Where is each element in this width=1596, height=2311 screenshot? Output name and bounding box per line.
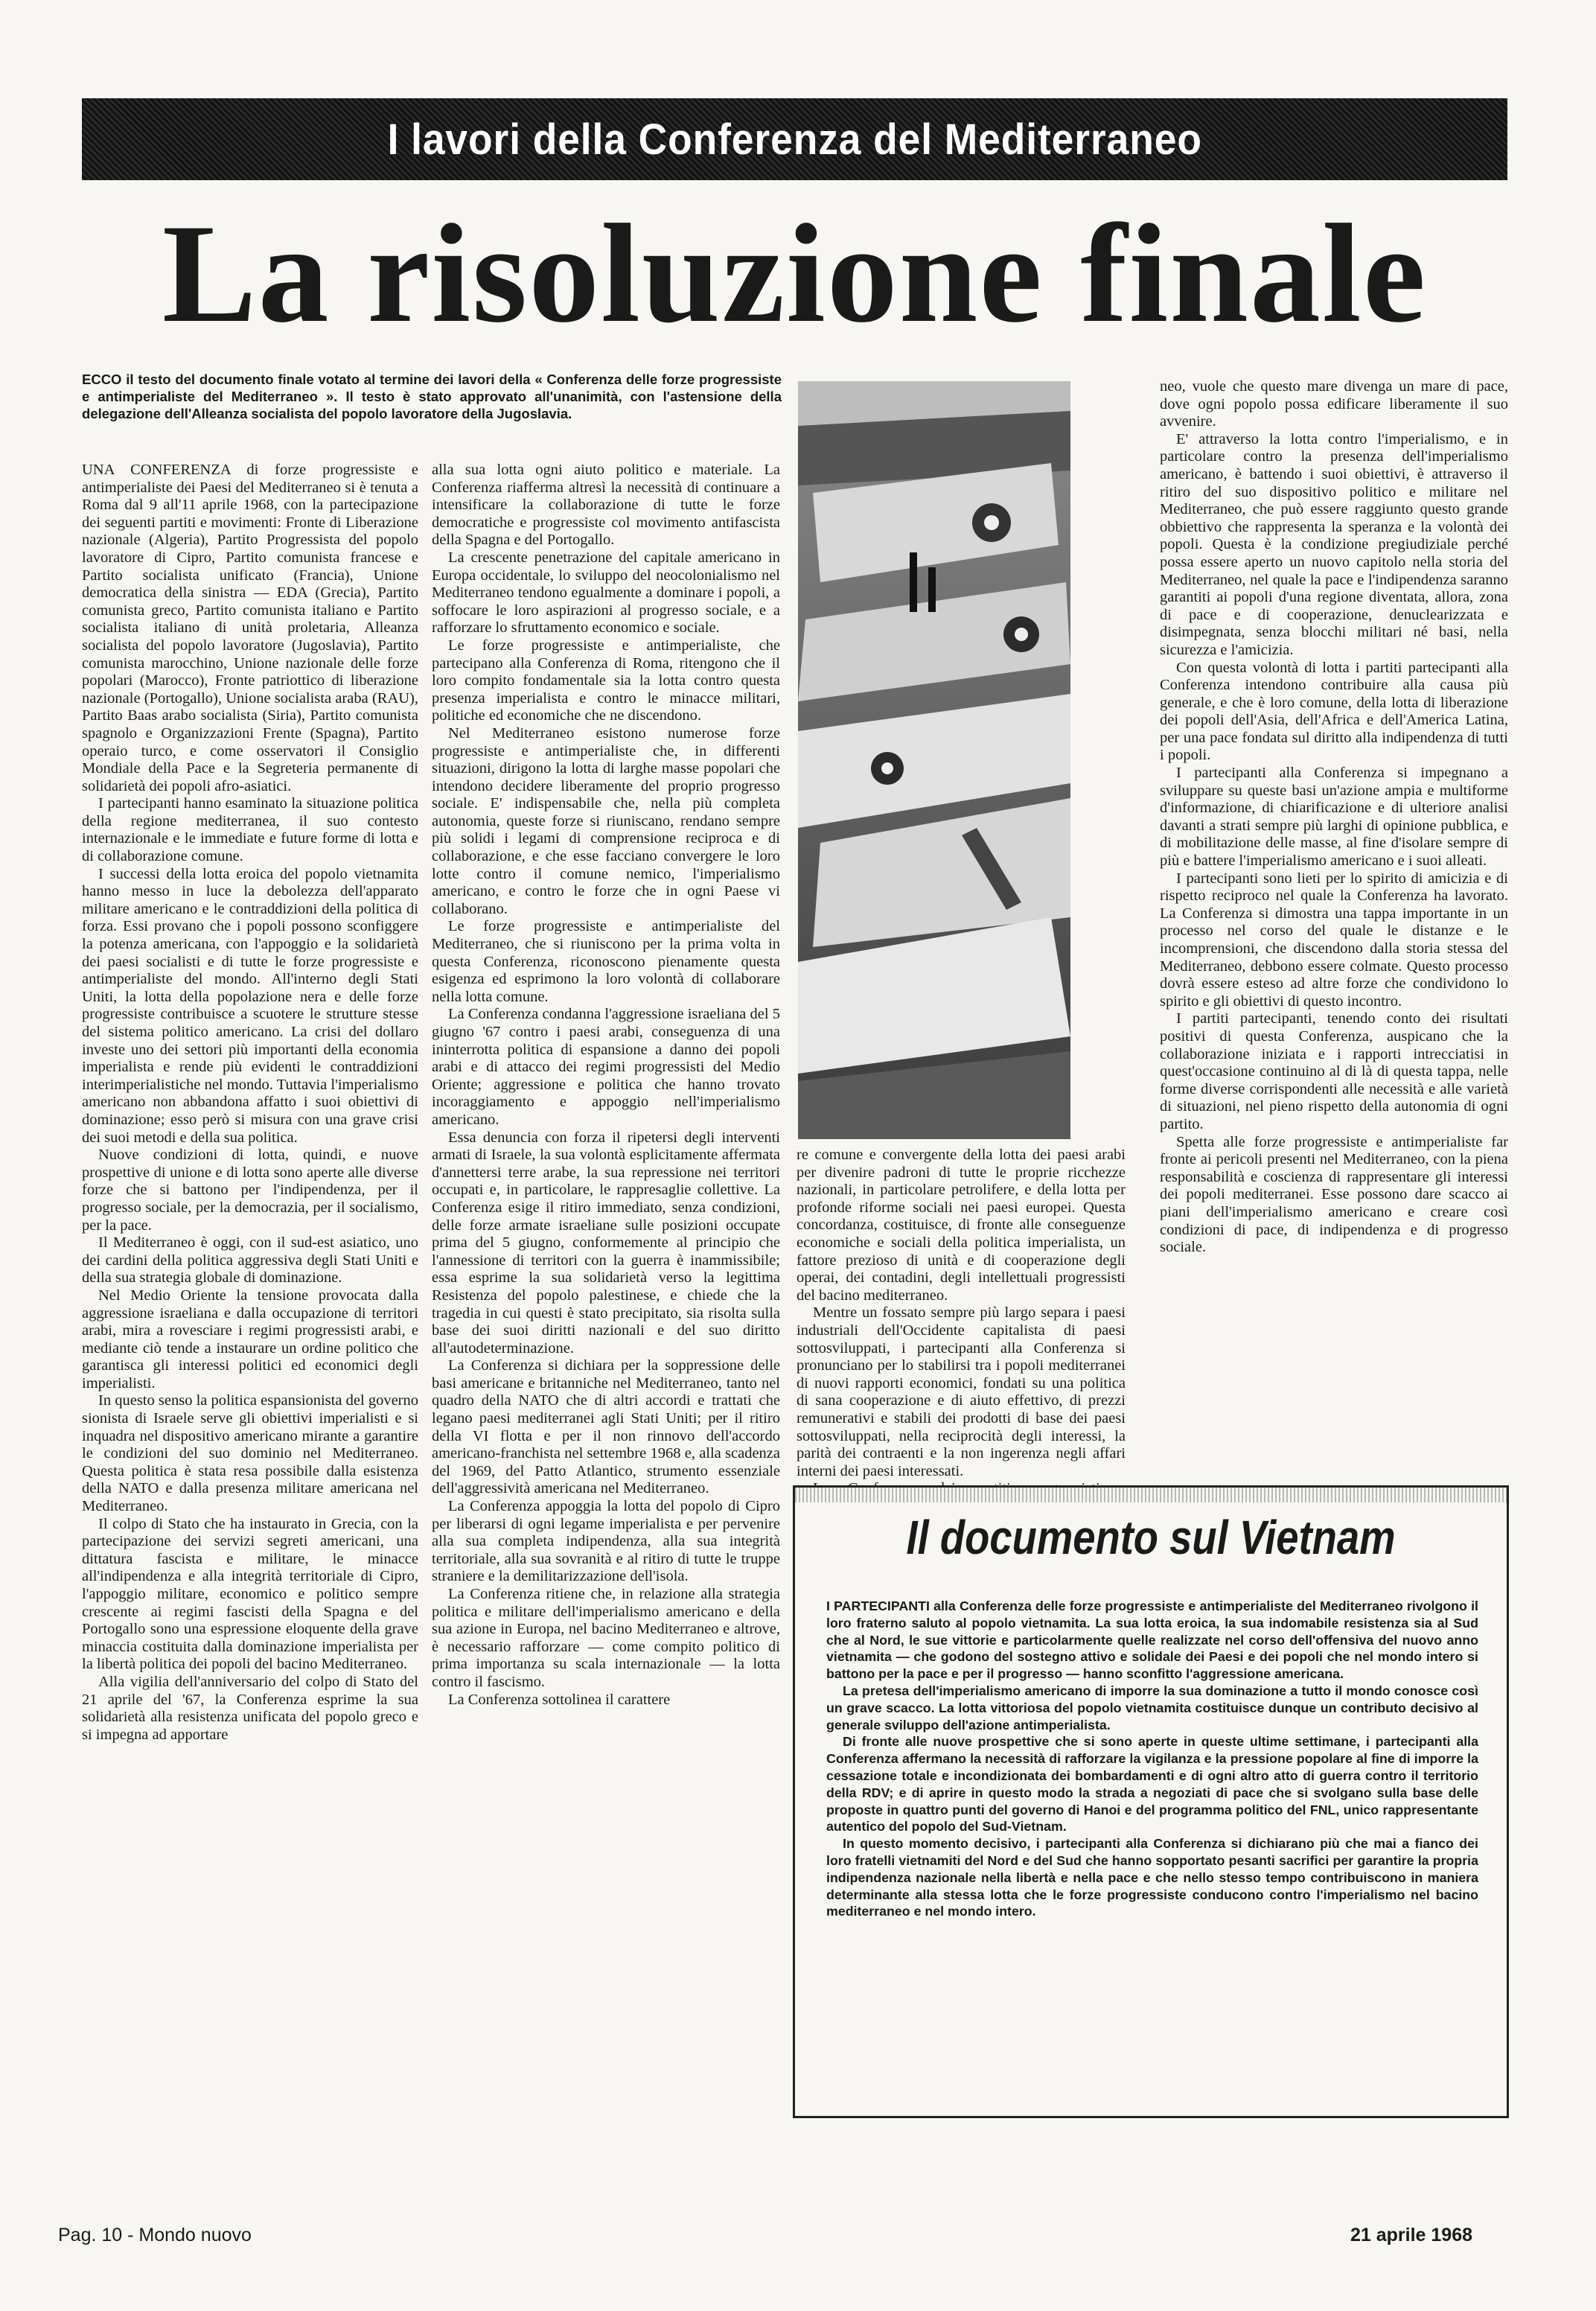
paragraph: I partecipanti alla Conferenza si impegnano a sviluppare su queste basi un'azione ampia e multiforme d'informazione, di chiarificazione e di ulteriore analisi davanti a strati sempre più larghi di opinione pubblica, e di mobilitazione delle masse, al fine d'isolare sempre di più e battere l'imperialismo americano e i suoi alleati. [1160,765,1508,870]
paragraph: Il Mediterraneo è oggi, con il sud-est asiatico, uno dei cardini della politica aggressiva degli Stati Uniti e della sua strategia globale di dominazione. [82,1234,418,1287]
section-kicker: I lavori della Conferenza del Mediterraneo [387,115,1202,164]
issue-date: 21 aprile 1968 [1350,2225,1473,2245]
paragraph: Di fronte alle nuove prospettive che si sono aperte in queste ultime settimane, i partecipanti alla Conferenza affermano la necessità di rafforzare la vigilanza e la pressione popolare al fine di imporre la cessazione totale e incondizionata dei bombardamenti e di ogni altro atto di guerra contro il territorio della RDV; e di aprire in questo modo la strada a negoziati di pace che si svolgano sulla base delle proposte in quattro punti del governo di Hanoi e del programma politico del FNL, unico rappresentante autentico del popolo del Sud-Vietnam. [826,1734,1478,1835]
paragraph: La Conferenza si dichiara per la soppressione delle basi americane e britanniche nel Mediterraneo, tanto nel quadro della NATO che di altri accordi e trattati che legano paesi mediterranei agli Stati Uniti; per il ritiro della VI flotta e per il non rinnovo dell'accordo americano-franchista nel settembre 1968 e, alla scadenza del 1969, del Patto Atlantico, strumento essenziale dell'aggressività americana nel Mediterraneo. [432,1357,780,1497]
paragraph: E' attraverso la lotta contro l'imperialismo, e in particolare contro la presenza dell'imperialismo americano, è battendo i suoi obiettivi, è attraverso il ritiro del suo dispositivo politico e militare nel Mediterraneo, che può essere raggiunto questo grande obbiettivo che rappresenta la speranza e la volontà dei popoli. Questa è la condizione pregiudiziale perché possa essere aperto un nuovo capitolo nella storia del Mediterraneo, nel quale la pace e l'indipendenza saranno garantiti ai popoli d'una regione diventata, allora, zona di pace e di cooperazione, denuclearizzata e disimpegnata, senza blocchi militari né basi, nella sicurezza e l'amicizia. [1160,430,1508,658]
paragraph: I partecipanti hanno esaminato la situazione politica della regione mediterranea, il suo contesto internazionale e le immediate e future forme di lotta e di collaborazione comune. [82,795,418,865]
article-column-2 [432,462,780,2196]
headline: La risoluzione finale [162,196,1428,352]
paragraph: Alla vigilia dell'anniversario del colpo di Stato del 21 aprile del '67, la Conferenza esprime la sua solidarietà alla resistenza unificata del popolo greco e si impegna ad apportare [82,1673,418,1743]
paragraph: I successi della lotta eroica del popolo vietnamita hanno messo in luce la debolezza dell'apparato militare americano e le contraddizioni della politica di forza. Essi provano che i popoli possono sconfiggere la potenza americana, con l'appoggio e la solidarietà dei paesi socialisti e di tutte le forze progressiste e antimperialiste del mondo. All'interno degli Stati Uniti, la lotta della popolazione nera e delle forze progressiste contribuisce a scuotere le strutture stesse del sistema politico americano. La crisi del dollaro investe uno dei settori più importanti della economia imperialista e rende più evidenti le contraddizioni interimperialistiche nel mondo. Tuttavia l'imperialismo americano non abbandona affatto i suoi obiettivi di dominazione; esso però si misura con una grave crisi dei suoi metodi e della sua politica. [82,865,418,1146]
paragraph: neo, vuole che questo mare divenga un mare di pace, dove ogni popolo possa edificare liberamente il suo avvenire. [1160,378,1508,430]
aircraft-carrier-photo [798,381,1070,1139]
paragraph: La Conferenza appoggia la lotta del popolo di Cipro per liberarsi di ogni legame imperialista e per pervenire alla sua completa indipendenza, alla sua integrità territoriale, alla sua sovranità e al ritiro di tutte le truppe straniere e la demilitarizzazione dell'isola. [432,1498,780,1585]
paragraph: Le forze progressiste e antimperialiste, che partecipano alla Conferenza di Roma, ritengono che il loro compito fondamentale sia la lotta contro questa presenza imperialista e contro le minacce militari, politiche ed economiche che ne discendono. [432,637,780,724]
paragraph: Spetta alle forze progressiste e antimperialiste far fronte ai pericoli presenti nel Mediterraneo, con la piena responsabilità e coscienza di rappresentare gli interessi dei popoli mediterranei. Esse possono dare scacco ai piani dell'imperialismo americano e creare così condizioni di pace, di indipendenza e di progresso sociale. [1160,1133,1508,1256]
paragraph: In questo momento decisivo, i partecipanti alla Conferenza si dichiarano più che mai a fianco dei loro fratelli vietnamiti del Nord e del Sud che hanno sopportato pesanti sacrifici per garantire la propria indipendenza nazionale nella libertà e nella pace e che nello stesso tempo contribuiscono in maniera determinante alla stessa lotta che le forze progressiste conducono contro l'imperialismo nel bacino mediterraneo e nel mondo intero. [826,1836,1478,1919]
paragraph: I partecipanti sono lieti per lo spirito di amicizia e di rispetto reciproco nel quale la Conferenza ha lavorato. La Conferenza si dimostra una tappa importante in un processo nel corso del quale le distanze e le incomprensioni, che discendono dalla storia stessa del Mediterraneo, debbono essere colmate. Questo processo dovrà essere esteso ad altre forze che condividono lo spirito e gli obiettivi di questo incontro. [1160,870,1508,1010]
photo-image [798,381,1070,1139]
paragraph: La Conferenza sottolinea il carattere [448,1691,671,1708]
intro-paragraph: ECCO il testo del documento finale votato al termine dei lavori della « Conferenza delle forze progressiste e antimperialiste del Mediterraneo ». Il testo è stato approvato all'unanimità, con l'astensione della delegazione dell'Alleanza socialista del popolo lavoratore della Jugoslavia. [82,372,782,421]
paragraph: In questo senso la politica espansionista del governo sionista di Israele serve gli obiettivi imperialisti e si inquadra nel dispositivo americano mirante a garantire le condizioni del suo dominio nel Mediterraneo. Questa politica è stata resa possibile dalla esistenza della NATO e dalla presenza militare americana nel Mediterraneo. [82,1392,418,1515]
paragraph: re comune e convergente della lotta dei paesi arabi per divenire padroni di tutte le proprie ricchezze nazionali, in particolare petrolifere, e della lotta per profonde riforme sociali nei paesi europei. Questa concordanza, costituisce, di fronte alle conseguenze economiche e sociali della politica imperialista, un fattore prezioso di unità e di cooperazione degli operai, dei contadini, degli intellettuali progressisti del bacino mediterraneo. [797,1147,1126,1304]
paragraph: alla sua lotta ogni aiuto politico e materiale. La Conferenza riafferma altresì la necessità di continuare a intensificare la collaborazione di tutte le forze democratiche e progressiste col movimento antifascista della Spagna e del Portogallo. [432,462,780,549]
paragraph: Mentre un fossato sempre più largo separa i paesi industriali dell'Occidente capitalista di paesi sottosviluppati, i partecipanti alla Conferenza si pronunciano per lo stabilirsi tra i popoli mediterranei di nuovi rapporti economici, fondati su una politica di sana cooperazione e di aiuto effettivo, di prezzi remunerativi e stabili dei prodotti di base dei paesi sottosviluppati, nella reciprocità degli interessi, la parità dei contraenti e la non ingerenza negli affari interni dei paesi interessati. [797,1304,1126,1479]
paragraph: Essa denuncia con forza il ripetersi degli interventi armati di Israele, la sua volontà esplicitamente affermata d'annettersi terre arabe, la sua repressione nei territori occupati e, in particolare, le rappresaglie collettive. La Conferenza esige il ritiro immediato, senza condizioni, delle forze armate israeliane sulle posizioni occupate prima del 5 giugno, conformemente al principio che l'annessione di territori con la guerra è inammissibile; essa esprime la sua solidarietà verso la legittima Resistenza del popolo palestinese, e chiede che la tragedia in cui questi è stato precipitato, sia risolta sulla base dei suoi diritti nazionali e del suo diritto all'autodeterminazione. [432,1129,780,1357]
paragraph: Nuove condizioni di lotta, quindi, e nuove prospettive di unione e di lotta sono aperte alle diverse forze che si battono per l'indipendenza, per il progresso sociale, per la democrazia, per il socialismo, per la pace. [82,1147,418,1234]
paragraph: La crescente penetrazione del capitale americano in Europa occidentale, lo sviluppo del neocolonialismo nel Mediterraneo tendono egualmente a dominare i popoli, a soffocare le loro aspirazioni al progresso sociale, e a rafforzare lo sfruttamento economico e sociale. [432,549,780,637]
paragraph: La Conferenza condanna l'aggressione israeliana del 5 giugno '67 contro i paesi arabi, conseguenza di una ininterrotta politica di espansione a danno dei popoli arabi e di attacco dei regimi progressisti del Medio Oriente; aggressione e politica che hanno trovato incoraggiamento e appoggio nell'imperialismo americano. [432,1006,780,1128]
paragraph: I PARTECIPANTI alla Conferenza delle forze progressiste e antimperialiste del Mediterraneo rivolgono il loro fraterno saluto al popolo vietnamita. La sua lotta eroica, la sua indomabile resistenza sia al Sud che al Nord, le sue vittorie e particolarmente quelle realizzate nel corso dell'offensiva del nuovo anno vietnamita — che godono del sostegno attivo e solidale dei Paesi e dei popoli che nel mondo intero si battono per la pace e per il progresso — hanno sconfitto l'aggressione americana. [826,1598,1478,1682]
paragraph: Il colpo di Stato che ha instaurato in Grecia, con la partecipazione dei servizi segreti americani, una dittatura fascista e militare, le minacce all'indipendenza e alla integrità territoriale di Cipro, l'appoggio militare, economico e politico sempre crescente ai regimi fascisti della Spagna e del Portogallo sono una espressione eloquente della grave minaccia costituita dalla dominazione imperialista per la libertà politica dei popoli del bacino Mediterraneo. [82,1515,418,1673]
section-kicker-banner [82,98,1507,180]
article-column-4 [1160,378,1508,1458]
box-text [826,1598,1478,1920]
paragraph: I partiti partecipanti, tenendo conto dei risultati positivi di questa Conferenza, auspicano che la collaborazione iniziata e i rapporti intrecciatisi in quest'occasione continuino al di là di questa tappa, nelle forme diverse corrispondenti alle necessità e alle varietà di situazioni, nel pieno rispetto della autonomia di ogni partito. [1160,1010,1508,1132]
paragraph: La pretesa dell'imperialismo americano di imporre la sua dominazione a tutto il mondo conosce così un grave scacco. La lotta vittoriosa del popolo vietnamita costituisce dunque un contributo decisivo al generale sviluppo dell'azione antimperialista. [826,1683,1478,1733]
box-top-border [795,1488,1507,1502]
box-title: Il documento sul Vietnam [906,1511,1396,1564]
paragraph: Nel Mediterraneo esistono numerose forze progressiste e antimperialiste che, in differenti situazioni, dirigono la lotta di larghe masse popolari che intendono decidere liberamente del proprio progresso sociale. E' indispensabile che, nella più completa autonomia, queste forze si riuniscano, rendano sempre più solidi i legami di comprensione reciproca e di collaborazione, e che esse facciano convergere le loro lotte contro il comune nemico, l'imperialismo americano, e contro le forze che in ogni Paese vi collaborano. [432,724,780,917]
paragraph: La Conferenza ritiene che, in relazione alla strategia politica e militare dell'imperialismo americano e della sua azione in Europa, nel bacino Mediterraneo e altrove, è necessario rafforzare — come compito politico di prima importanza su scala internazionale — la lotta contro il fascismo. [432,1586,780,1690]
paragraph: Con questa volontà di lotta i partiti partecipanti alla Conferenza intendono contribuire alla causa più generale, e che è loro comune, della lotta di liberazione dei popoli dell'Asia, dell'Africa e dell'America Latina, per una pace fondata sul diritto alla indipendenza di tutti i popoli. [1160,659,1508,764]
page-number: Pag. 10 - Mondo nuovo [58,2225,252,2245]
paragraph: Le forze progressiste e antimperialiste del Mediterraneo, che si riuniscono per la prima volta in questa Conferenza, riconoscono pienamente questa esigenza ed esprimono la loro volontà di collaborare nella lotta comune. [432,918,780,1005]
article-column-1 [82,462,418,2196]
paragraph: Nel Medio Oriente la tensione provocata dalla aggressione israeliana e dalla occupazione di territori arabi, mira a rovesciare i regimi progressisti arabi, e mediante ciò tende a instaurare un ordine politico che garantisca gli interessi politici ed economici degli imperialisti. [82,1287,418,1392]
vietnam-document-box [793,1485,1509,2118]
paragraph: UNA CONFERENZA di forze progressiste e antimperialiste dei Paesi del Mediterraneo si è tenuta a Roma dal 9 all'11 aprile 1968, con la partecipazione dei seguenti partiti e movimenti: Fronte di Liberazione nazionale (Algeria), Partito Progressista del popolo lavoratore di Cipro, Partito comunista francese e Partito socialista unificato (Francia), Unione democratica della sinistra — EDA (Grecia), Partito comunista greco, Partito comunista italiano e Partito socialista italiano di unità proletaria, Alleanza socialista del popolo lavoratore (Jugoslavia), Partito comunista marocchino, Unione nazionale delle forze popolari (Marocco), Fronte patriottico di liberazione nazionale (Portogallo), Unione socialista araba (RAU), Partito Baas arabo socialista (Siria), Partito comunista spagnolo e Organizzazioni Frente (Spagna), Partito operaio turco, e come osservatori il Consiglio Mondiale della Pace e la Segreteria permanente di solidarietà dei popoli afro-asiatici. [82,462,418,794]
article-column-3 [797,1147,1126,1479]
